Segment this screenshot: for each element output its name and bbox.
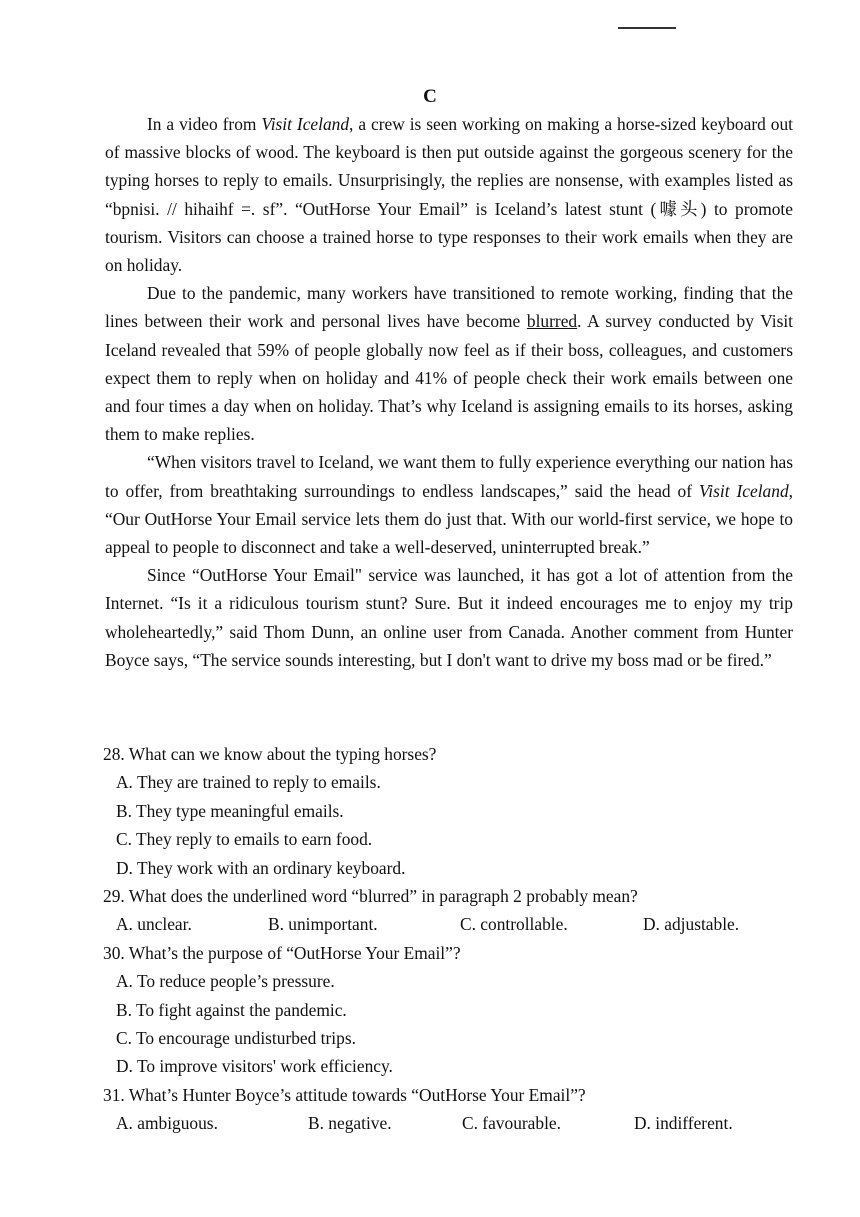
option-30c: C. To encourage undisturbed trips. [116, 1028, 356, 1049]
question-29: 29. What does the underlined word “blurred” in paragraph 2 probably mean? [103, 886, 638, 907]
top-rule [618, 27, 676, 29]
option-31a: A. ambiguous. [116, 1113, 218, 1134]
question-30: 30. What’s the purpose of “OutHorse Your Email”? [103, 942, 461, 963]
paragraph-3: “When visitors travel to Iceland, we want them to fully experience everything our nation has to offer, from breathtaking surroundings to endless landscapes,” said the head of Visit Iceland, “Our OutHorse Your Email service lets them do just that. With our world-first service, we hope to appeal to people to disconnect and take a well-deserved, uninterrupted break.” [105, 452, 793, 558]
options-31 [103, 1109, 803, 1137]
question-31: 31. What’s Hunter Boyce’s attitude towards “OutHorse Your Email”? [103, 1084, 586, 1105]
option-29c: C. controllable. [460, 914, 568, 935]
section-letter: C [423, 86, 437, 107]
option-30d: D. To improve visitors' work efficiency. [116, 1056, 393, 1077]
option-31c: C. favourable. [462, 1113, 561, 1134]
paragraph-4: Since “OutHorse Your Email" service was launched, it has got a lot of attention from the Internet. “Is it a ridiculous tourism stunt? Sure. But it indeed encourages me to enjoy my trip wholeheartedly,” said Thom Dunn, an online user from Canada. Another comment from Hunter Boyce says, “The service sounds interesting, but I don't want to drive my boss mad or be fired.” [105, 565, 793, 670]
option-28a: A. They are trained to reply to emails. [116, 772, 381, 793]
paragraph-2: Due to the pandemic, many workers have transitioned to remote working, finding that the lines between their work and personal lives have become blurred. A survey conducted by Visit Iceland revealed that 59% of people globally now feel as if their boss, colleagues, and customers expect them to reply when on holiday and 41% of people check their work emails between one and four times a day when on holiday. That’s why Iceland is assigning emails to its horses, asking them to make replies. [105, 283, 793, 445]
option-31b: B. negative. [308, 1113, 392, 1134]
question-28: 28. What can we know about the typing horses? [103, 744, 437, 764]
option-28b: B. They type meaningful emails. [116, 800, 344, 821]
questions [103, 740, 803, 1138]
option-28c: C. They reply to emails to earn food. [116, 829, 373, 850]
option-30b: B. To fight against the pandemic. [116, 999, 347, 1020]
option-28d: D. They work with an ordinary keyboard. [116, 857, 406, 878]
option-31d: D. indifferent. [634, 1113, 733, 1134]
options-29 [103, 910, 803, 938]
option-29b: B. unimportant. [268, 914, 378, 935]
underlined-word: blurred [526, 311, 578, 332]
option-29d: D. adjustable. [643, 914, 740, 935]
option-30a: A. To reduce people’s pressure. [116, 971, 335, 992]
paragraph-1: In a video from Visit Iceland, a crew is seen working on making a horse-sized keyboard out of massive blocks of wood. The keyboard is then put outside against the gorgeous scenery for the typing horses to reply to emails. Unsurprisingly, the replies are nonsense, with examples listed as “bpnisi. // hihaihf =. sf”. “OutHorse Your Email” is Iceland’s latest stunt (噱头) to promote tourism. Visitors can choose a trained horse to type responses to their work emails when they are on holiday. [105, 114, 793, 276]
source-name: Visit Iceland [698, 480, 789, 501]
passage [105, 110, 793, 674]
source-name: Visit Iceland [261, 114, 350, 134]
option-29a: A. unclear. [116, 914, 192, 935]
